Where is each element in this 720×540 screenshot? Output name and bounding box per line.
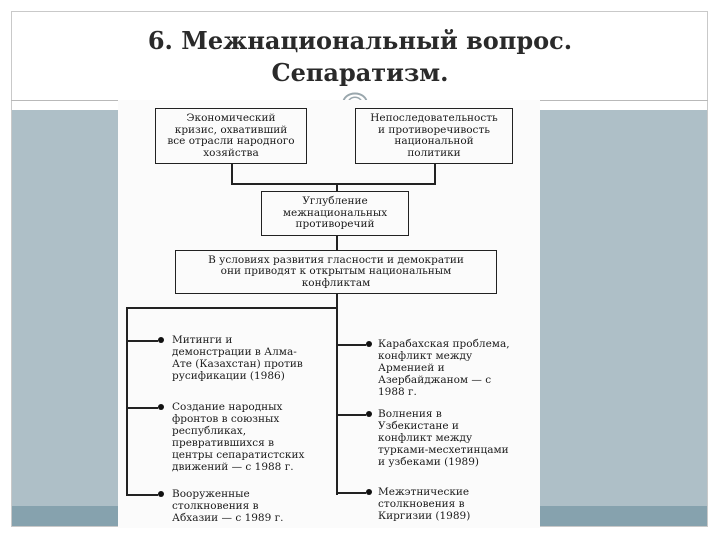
- connector: [434, 164, 436, 184]
- diagram-scan: [118, 100, 540, 528]
- bullet-icon: [366, 411, 372, 417]
- bullet-icon: [158, 491, 164, 497]
- slide-title-line2: Сепаратизм.: [271, 58, 449, 87]
- branch-dash: [126, 494, 158, 496]
- open-conflicts-box: В условиях развития гласности и демократии они приводят к открытым национальным конфликтам: [175, 250, 497, 294]
- slide-title-line1: 6. Межнациональный вопрос.: [147, 26, 573, 55]
- left-list-item: Создание народных фронтов в союзных республиках, превратившихся в центры сепаратистских движений — с 1988 г.: [172, 401, 305, 473]
- branch-dash: [336, 414, 366, 416]
- left-list-item: Вооруженные столкновения в Абхазии — с 1989 г.: [172, 488, 284, 524]
- bullet-icon: [366, 341, 372, 347]
- branch-dash: [336, 344, 366, 346]
- branch-dash: [336, 492, 366, 494]
- left-list-item: Митинги и демонстрации в Алма- Ате (Казахстан) против русификации (1986): [172, 334, 303, 382]
- right-list-item: Межэтнические столкновения в Киргизии (1989): [378, 486, 471, 522]
- connector: [231, 164, 233, 184]
- bullet-icon: [366, 489, 372, 495]
- connector: [336, 294, 338, 307]
- right-list-item: Карабахская проблема, конфликт между Арменией и Азербайджаном — с 1988 г.: [378, 338, 510, 398]
- left-decor-panel: [12, 110, 118, 506]
- deepening-contradictions-box: Углубление межнациональных противоречий: [261, 191, 409, 236]
- left-footer-bar: [12, 506, 118, 526]
- connector: [231, 183, 436, 185]
- right-decor-panel: [540, 110, 707, 506]
- cause-economic-crisis-box: Экономический кризис, охвативший все отрасли народного хозяйства: [155, 108, 307, 164]
- connector: [336, 236, 338, 250]
- right-footer-bar: [540, 506, 707, 526]
- branch-dash: [126, 407, 158, 409]
- bullet-icon: [158, 404, 164, 410]
- cause-national-policy-box: Непоследовательность и противоречивость национальной политики: [355, 108, 513, 164]
- right-trunk-line: [336, 307, 338, 495]
- connector: [336, 183, 338, 191]
- left-trunk-line: [126, 307, 128, 495]
- branch-dash: [126, 340, 158, 342]
- bullet-icon: [158, 337, 164, 343]
- right-list-item: Волнения в Узбекистане и конфликт между турками-месхетинцами и узбеками (1989): [378, 408, 509, 468]
- connector: [126, 307, 338, 309]
